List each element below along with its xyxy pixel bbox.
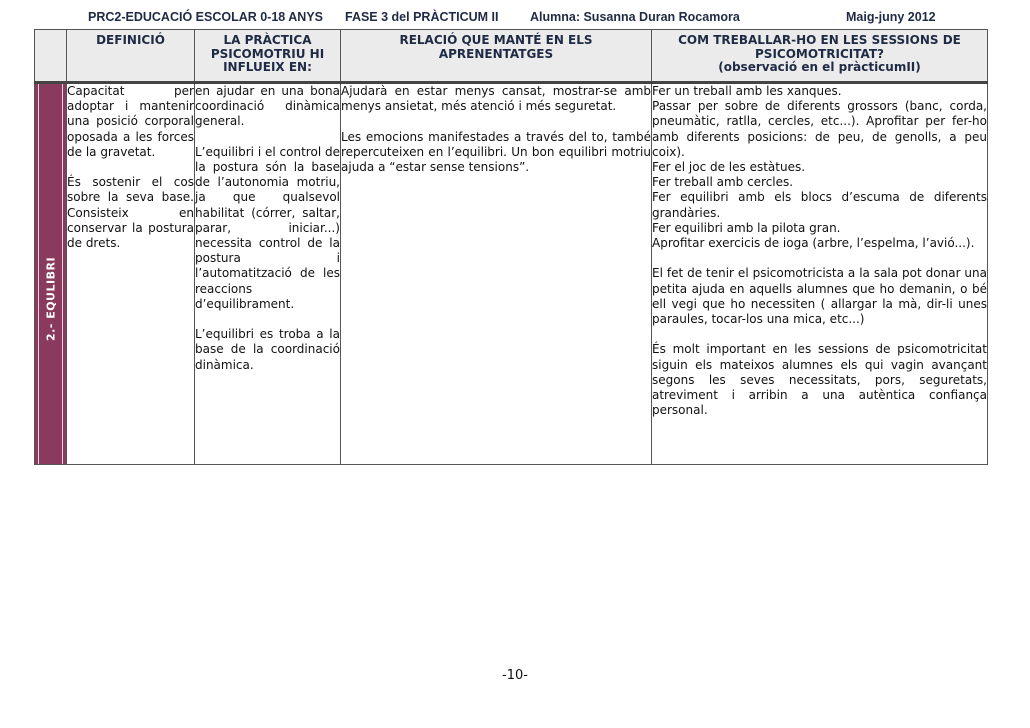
cell-practica	[195, 83, 341, 465]
treballar-line-3: Fer el joc de les estàtues.	[652, 160, 806, 175]
relacio-paragraph-1: Ajudarà en estar menys cansat, mostrar-se amb menys ansietat, més atenció i més seguretat.	[341, 84, 651, 114]
practicum-table	[34, 29, 988, 465]
practica-paragraph-3: L’equilibri es troba a la base de la coordinació dinàmica.	[195, 327, 340, 372]
table-header-row	[35, 30, 988, 83]
treballar-paragraph-3: És molt important en les sessions de psicomotricitat siguin els mateixos alumnes els qui vagin avançant segons les seves necessitats, pors, seguretats, atreviment i arribin a una autèntica confiança personal.	[652, 342, 987, 418]
treballar-line-1: Fer un treball amb les xanques.	[652, 84, 842, 98]
header-definicio-label: DEFINICIÓ	[96, 33, 165, 47]
header-treballar-line3: (observació en el pràcticumII)	[718, 60, 921, 74]
treballar-line-7: Aprofitar exercicis de ioga (arbre, l’espelma, l’avió...).	[652, 236, 975, 251]
side-label-cell	[35, 83, 67, 465]
header-date: Maig-juny 2012	[846, 10, 936, 24]
relacio-paragraph-2: Les emocions manifestades a través del to, també repercuteixen en l’equilibri. Un bon equilibri motriu ajuda a “estar sense tensions”.	[341, 129, 651, 174]
header-practica-line2: PSICOMOTRIU HI	[210, 46, 325, 61]
cell-relacio	[341, 83, 652, 465]
header-relacio-line1: RELACIÓ QUE MANTÉ EN ELS	[399, 33, 593, 47]
treballar-paragraph-2: El fet de tenir el psicomotricista a la sala pot donar una petita ajuda en aquells alumnes que ho demanin, o bé ell vegi que ho necessiten ( allargar la mà, dir-li unes paraules, tocar-los una mica, etc...)	[652, 266, 987, 327]
side-header-cell	[35, 30, 67, 83]
treballar-line-6: Fer equilibri amb la pilota gran.	[652, 220, 841, 235]
practica-paragraph-2: L’equilibri i el control de la postura són la base de l’autonomia motriu, ja que qualsevol habilitat (córrer, saltar, parar, iniciar...) necessita control de la postura i l’automatització de les reaccions d’equilibrament.	[195, 144, 340, 311]
header-student: Alumna: Susanna Duran Rocamora	[530, 10, 740, 24]
cell-treballar	[652, 83, 988, 465]
header-treballar-line2: PSICOMOTRICITAT?	[755, 46, 884, 61]
header-course: PRC2-EDUCACIÓ ESCOLAR 0-18 ANYS	[88, 10, 323, 24]
treballar-line-2: Passar per sobre de diferents grossors (banc, corda, pneumàtic, ratlla, cercles, etc...). Aprofitar per fer-ho amb diferents posicions: de peu, de genolls, a peu coix).	[652, 99, 987, 159]
header-practica-line1: LA PRÀCTICA	[223, 33, 312, 47]
practica-paragraph-1: en ajudar en una bona coordinació dinàmica general.	[195, 84, 340, 129]
page-number: -10-	[502, 668, 528, 683]
header-treballar	[652, 30, 988, 83]
cell-definicio	[67, 83, 195, 465]
page-header	[36, 8, 986, 28]
header-practica	[195, 30, 341, 83]
header-definicio	[67, 30, 195, 83]
treballar-line-4: Fer treball amb cercles.	[652, 175, 794, 190]
header-practica-line3: INFLUEIX EN:	[223, 60, 312, 74]
header-phase: FASE 3 del PRÀCTICUM II	[345, 10, 499, 24]
header-relacio	[341, 30, 652, 83]
header-treballar-line1: COM TREBALLAR-HO EN LES SESSIONS DE	[678, 33, 961, 47]
definicio-paragraph-2: És sostenir el cos sobre la seva base. Consisteix en conservar la postura de drets.	[67, 175, 194, 251]
table-row	[35, 83, 988, 465]
definicio-paragraph-1: Capacitat per adoptar i mantenir una posició corporal oposada a les forces de la gravetat.	[67, 84, 194, 159]
treballar-line-5: Fer equilibri amb els blocs d’escuma de diferents grandàries.	[652, 190, 987, 220]
section-label: 2.- EQULIBRI	[44, 256, 57, 342]
header-relacio-line2: APRENENTATGES	[438, 46, 554, 61]
